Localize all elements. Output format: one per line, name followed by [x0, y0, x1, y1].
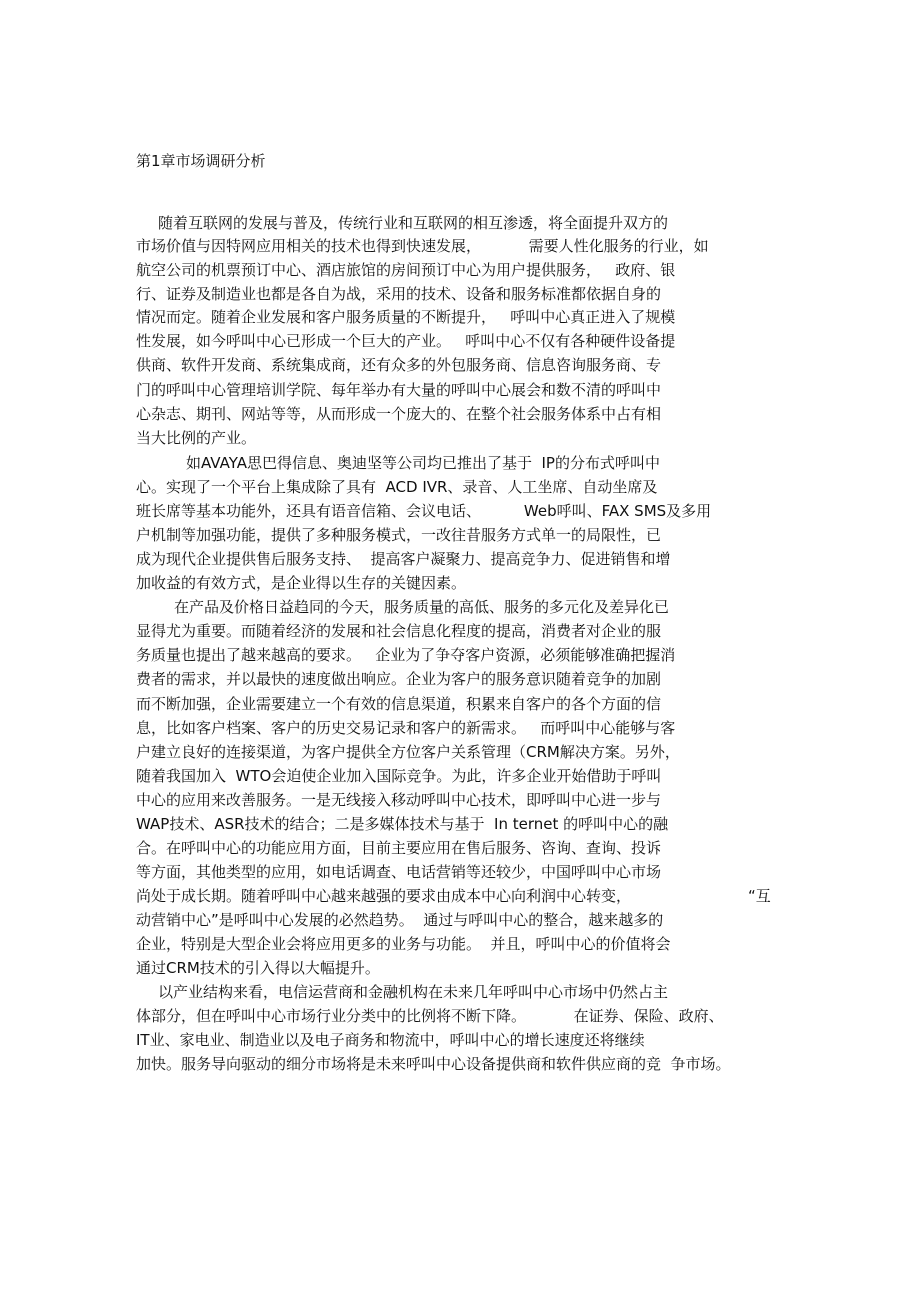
- body-line: 情况而定。随着企业发展和客户服务质量的不断提升， 呼叫中心真正进入了规模: [136, 308, 676, 326]
- body-line: 在产品及价格日益趋同的今天，服务质量的高低、服务的多元化及差异化已: [174, 598, 670, 616]
- body-line: 动营销中心”是呼叫中心发展的必然趋势。 通过与呼叫中心的整合，越来越多的: [136, 911, 664, 929]
- body-line: 心杂志、期刊、网站等等，从而形成一个庞大的、在整个社会服务体系中占有相: [136, 405, 662, 423]
- body-line: 航空公司的机票预订中心、酒店旅馆的房间预订中心为用户提供服务， 政府、银: [136, 261, 676, 279]
- body-line: 费者的需求，并以最快的速度做出响应。企业为客户的服务意识随着竞争的加剧: [136, 670, 662, 688]
- body-line: 班长席等基本功能外，还具有语音信箱、会议电话、 Web呼叫、FAX SMS及多用: [136, 502, 712, 520]
- body-line: 行、证券及制造业也都是各自为战，采用的技术、设备和服务标准都依据自身的: [136, 285, 662, 303]
- body-line: 户机制等加强功能，提供了多种服务模式，一改往昔服务方式单一的局限性，已: [136, 526, 662, 544]
- body-line: 加快。服务导向驱动的细分市场将是未来呼叫中心设备提供商和软件供应商的竞 争市场。: [136, 1055, 731, 1073]
- body-line: 加收益的有效方式，是企业得以生存的关键因素。: [136, 574, 467, 592]
- chapter-title: 第1章市场调研分析: [136, 152, 266, 170]
- body-line: 心。实现了一个平台上集成除了具有 ACD IVR、录音、人工坐席、自动坐席及: [136, 478, 658, 496]
- body-line: 合。在呼叫中心的功能应用方面，目前主要应用在售后服务、咨询、查询、投诉: [136, 839, 662, 857]
- body-line: 门的呼叫中心管理培训学院、每年举办有大量的呼叫中心展会和数不清的呼叫中: [136, 381, 662, 399]
- body-line: 随着我国加入 WTO会迫使企业加入国际竞争。为此，许多企业开始借助于呼叫: [136, 767, 662, 785]
- body-line: 性发展，如今呼叫中心已形成一个巨大的产业。 呼叫中心不仅有各种硬件设备提: [136, 332, 676, 350]
- body-line: 如AVAYA思巴得信息、奥迪坚等公司均已推出了基于 IP的分布式呼叫中: [186, 454, 660, 472]
- body-line: 等方面，其他类型的应用，如电话调查、电话营销等还较少，中国呼叫中心市场: [136, 863, 662, 881]
- body-line: 尚处于成长期。随着呼叫中心越来越强的要求由成本中心向利润中心转变，: [136, 887, 632, 905]
- body-line: 显得尤为重要。而随着经济的发展和社会信息化程度的提高，消费者对企业的服: [136, 622, 662, 640]
- body-line: 以产业结构来看，电信运营商和金融机构在未来几年呼叫中心市场中仍然占主: [158, 983, 669, 1001]
- body-line: 随着互联网的发展与普及，传统行业和互联网的相互渗透，将全面提升双方的: [158, 214, 669, 232]
- body-line: IT业、家电业、制造业以及电子商务和物流中，呼叫中心的增长速度还将继续: [136, 1031, 645, 1049]
- body-line: 户建立良好的连接渠道，为客户提供全方位客户关系管理（CRM解决方案。另外，: [136, 743, 680, 761]
- body-line: 而不断加强，企业需要建立一个有效的信息渠道，积累来自客户的各个方面的信: [136, 695, 662, 713]
- body-line: 成为现代企业提供售后服务支持、 提高客户凝聚力、提高竞争力、促进销售和增: [136, 550, 671, 568]
- body-line: 务质量也提出了越来越高的要求。 企业为了争夺客户资源，必须能够准确把握消: [136, 646, 676, 664]
- body-line: 市场价值与因特网应用相关的技术也得到快速发展， 需要人性化服务的行业，如: [136, 237, 709, 255]
- body-line: “互: [748, 887, 771, 905]
- body-line: 供商、软件开发商、系统集成商，还有众多的外包服务商、信息咨询服务商、专: [136, 356, 662, 374]
- body-line: 息，比如客户档案、客户的历史交易记录和客户的新需求。 而呼叫中心能够与客: [136, 719, 676, 737]
- body-line: WAP技术、ASR技术的结合；二是多媒体技术与基于 In ternet 的呼叫中心的融: [136, 815, 669, 833]
- body-line: 通过CRM技术的引入得以大幅提升。: [136, 959, 380, 977]
- body-line: 中心的应用来改善服务。一是无线接入移动呼叫中心技术，即呼叫中心进一步与: [136, 791, 662, 809]
- body-line: 体部分，但在呼叫中心市场行业分类中的比例将不断下降。 在证券、保险、政府、: [136, 1007, 724, 1025]
- body-line: 企业，特别是大型企业会将应用更多的业务与功能。 并且，呼叫中心的价值将会: [136, 935, 671, 953]
- body-line: 当大比例的产业。: [136, 429, 257, 447]
